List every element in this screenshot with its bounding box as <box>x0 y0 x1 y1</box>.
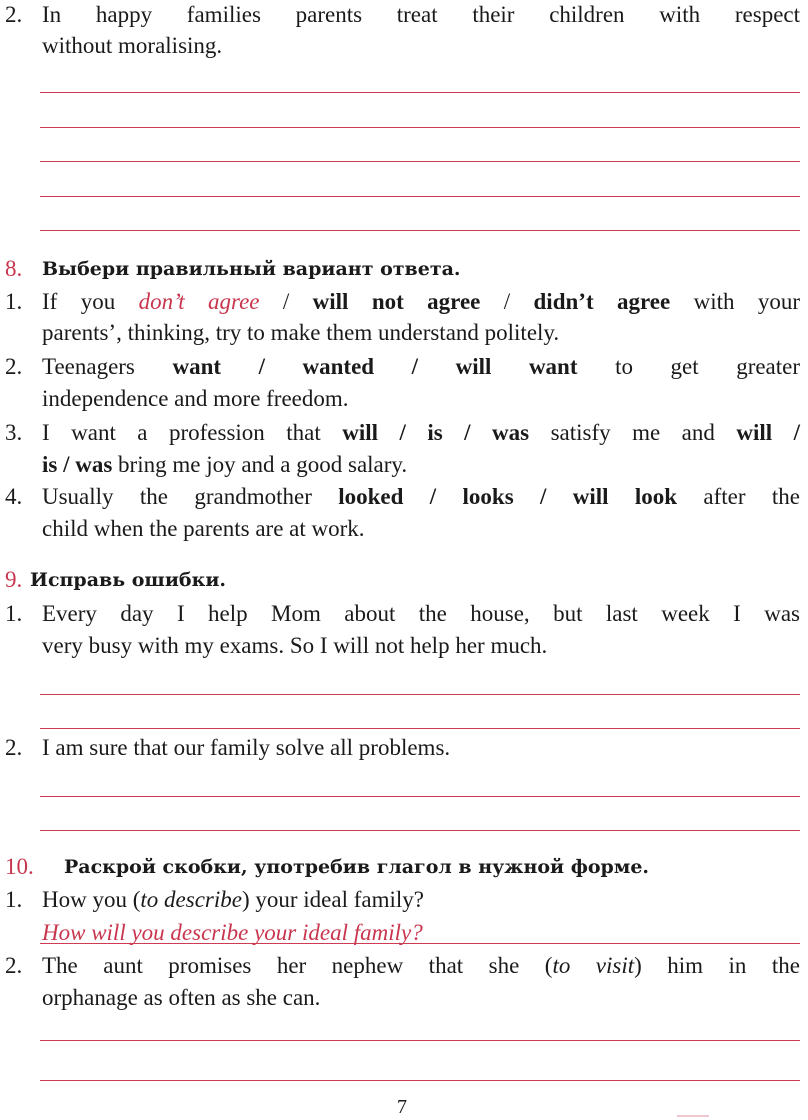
text: The aunt promises her nephew that she ( <box>42 953 553 978</box>
ex8-item2-line1 <box>0 352 800 382</box>
text: ) him in the <box>634 953 800 978</box>
item-text <box>42 352 800 382</box>
item-text: child when the parents are at work. <box>42 516 365 541</box>
text: I want a profession that <box>42 420 343 445</box>
text: with your <box>670 289 801 314</box>
text: How you ( <box>42 887 141 912</box>
text: ) your ideal family? <box>241 887 424 912</box>
ex8-item3-line2 <box>0 450 800 480</box>
exercise-number: 8. <box>5 256 23 281</box>
sample-answer: How will you describe your ideal family? <box>42 920 423 945</box>
exercise-title: Выбери правильный вариант ответа. <box>42 258 461 280</box>
option[interactable]: looked / looks / will look <box>338 484 678 509</box>
item-text: Every day I help Mom about the house, but last week I was <box>42 601 800 626</box>
ex8-item1-line1 <box>0 287 800 317</box>
separator: / <box>480 289 534 314</box>
answer-line[interactable] <box>40 728 800 729</box>
answer-line[interactable] <box>40 127 800 128</box>
exercise-number: 9. <box>5 567 23 592</box>
item-text <box>42 885 800 915</box>
exercise-9-heading <box>0 565 800 595</box>
ex8-item2-line2 <box>0 384 800 414</box>
page-number: 7 <box>397 1096 407 1118</box>
exercise-8-heading <box>0 254 800 284</box>
item-number: 3. <box>5 420 23 445</box>
text: Usually the grandmother <box>42 484 339 509</box>
item-text <box>42 482 800 512</box>
answer-line[interactable] <box>40 1040 800 1041</box>
verb-hint: to visit <box>552 953 635 978</box>
ex10-item1-line1 <box>0 885 800 915</box>
ex8-item4-line1 <box>0 482 800 512</box>
item-text <box>42 450 800 480</box>
text: after the <box>677 484 800 509</box>
item-text <box>42 287 800 317</box>
item-text <box>42 418 800 448</box>
ex8-item3-line1 <box>0 418 800 448</box>
separator: / <box>259 289 313 314</box>
item-number: 1. <box>5 887 23 912</box>
option[interactable]: will / is / was <box>342 420 530 445</box>
exercise-title: Раскрой скобки, употребив глагол в нужной форме. <box>64 856 650 878</box>
item-text: without moralising. <box>42 33 223 58</box>
answer-line[interactable] <box>40 830 800 831</box>
decorative-mark <box>677 1115 709 1117</box>
ex9-item2-line1 <box>0 733 800 763</box>
answer-line[interactable] <box>40 796 800 797</box>
chosen-answer: don’t agree <box>138 289 260 314</box>
item-text <box>42 951 800 981</box>
text: get <box>670 354 699 379</box>
item-text: very busy with my exams. So I will not help her much. <box>42 633 548 658</box>
item-text: orphanage as often as she can. <box>42 985 321 1010</box>
ex9-item1-line1 <box>0 599 800 629</box>
text: satisfy me and <box>529 420 737 445</box>
item-text: parents’, thinking, try to make them understand politely. <box>42 320 560 345</box>
ex10-item2-line2 <box>0 983 800 1013</box>
option[interactable]: will / <box>736 420 801 445</box>
item-number: 2. <box>5 953 23 978</box>
item-number: 4. <box>5 484 23 509</box>
answer-line[interactable] <box>40 694 800 695</box>
answer-line[interactable] <box>40 196 800 197</box>
text: bring me joy and a good salary. <box>112 452 408 477</box>
ex8-item4-line2 <box>0 514 800 544</box>
text: Teenagers <box>42 354 135 379</box>
verb-hint: to describe <box>140 887 242 912</box>
option[interactable]: want <box>528 354 578 379</box>
answer-line[interactable] <box>40 230 800 231</box>
text: greater <box>736 354 801 379</box>
exercise-10-heading <box>0 852 800 882</box>
exercise-number: 10. <box>5 854 34 879</box>
exercise-title: Исправь ошибки. <box>30 569 227 591</box>
item-text: In happy families parents treat their children with respect <box>42 2 800 27</box>
ex9-item1-line2 <box>0 631 800 661</box>
ex7-item2-line2 <box>0 31 800 61</box>
answer-line[interactable] <box>40 92 800 93</box>
item-text: I am sure that our family solve all problems. <box>42 735 451 760</box>
text: to <box>615 354 633 379</box>
ex10-item2-line1 <box>0 951 800 981</box>
option[interactable]: didn’t agree <box>533 289 671 314</box>
option[interactable]: will not agree <box>312 289 481 314</box>
ex7-item2-line1 <box>0 0 800 30</box>
answer-line[interactable] <box>40 1080 800 1081</box>
answer-line[interactable] <box>40 161 800 162</box>
item-text: independence and more freedom. <box>42 386 349 411</box>
item-number: 1. <box>5 601 23 626</box>
item-number: 1. <box>5 289 23 314</box>
text: If you <box>42 289 139 314</box>
item-number: 2. <box>5 354 23 379</box>
option[interactable]: is / was <box>42 452 113 477</box>
ex8-item1-line2 <box>0 318 800 348</box>
item-number: 2. <box>5 735 23 760</box>
option[interactable]: want / wanted / will <box>172 354 492 379</box>
answer-line[interactable] <box>40 943 800 944</box>
item-number: 2. <box>5 2 23 27</box>
